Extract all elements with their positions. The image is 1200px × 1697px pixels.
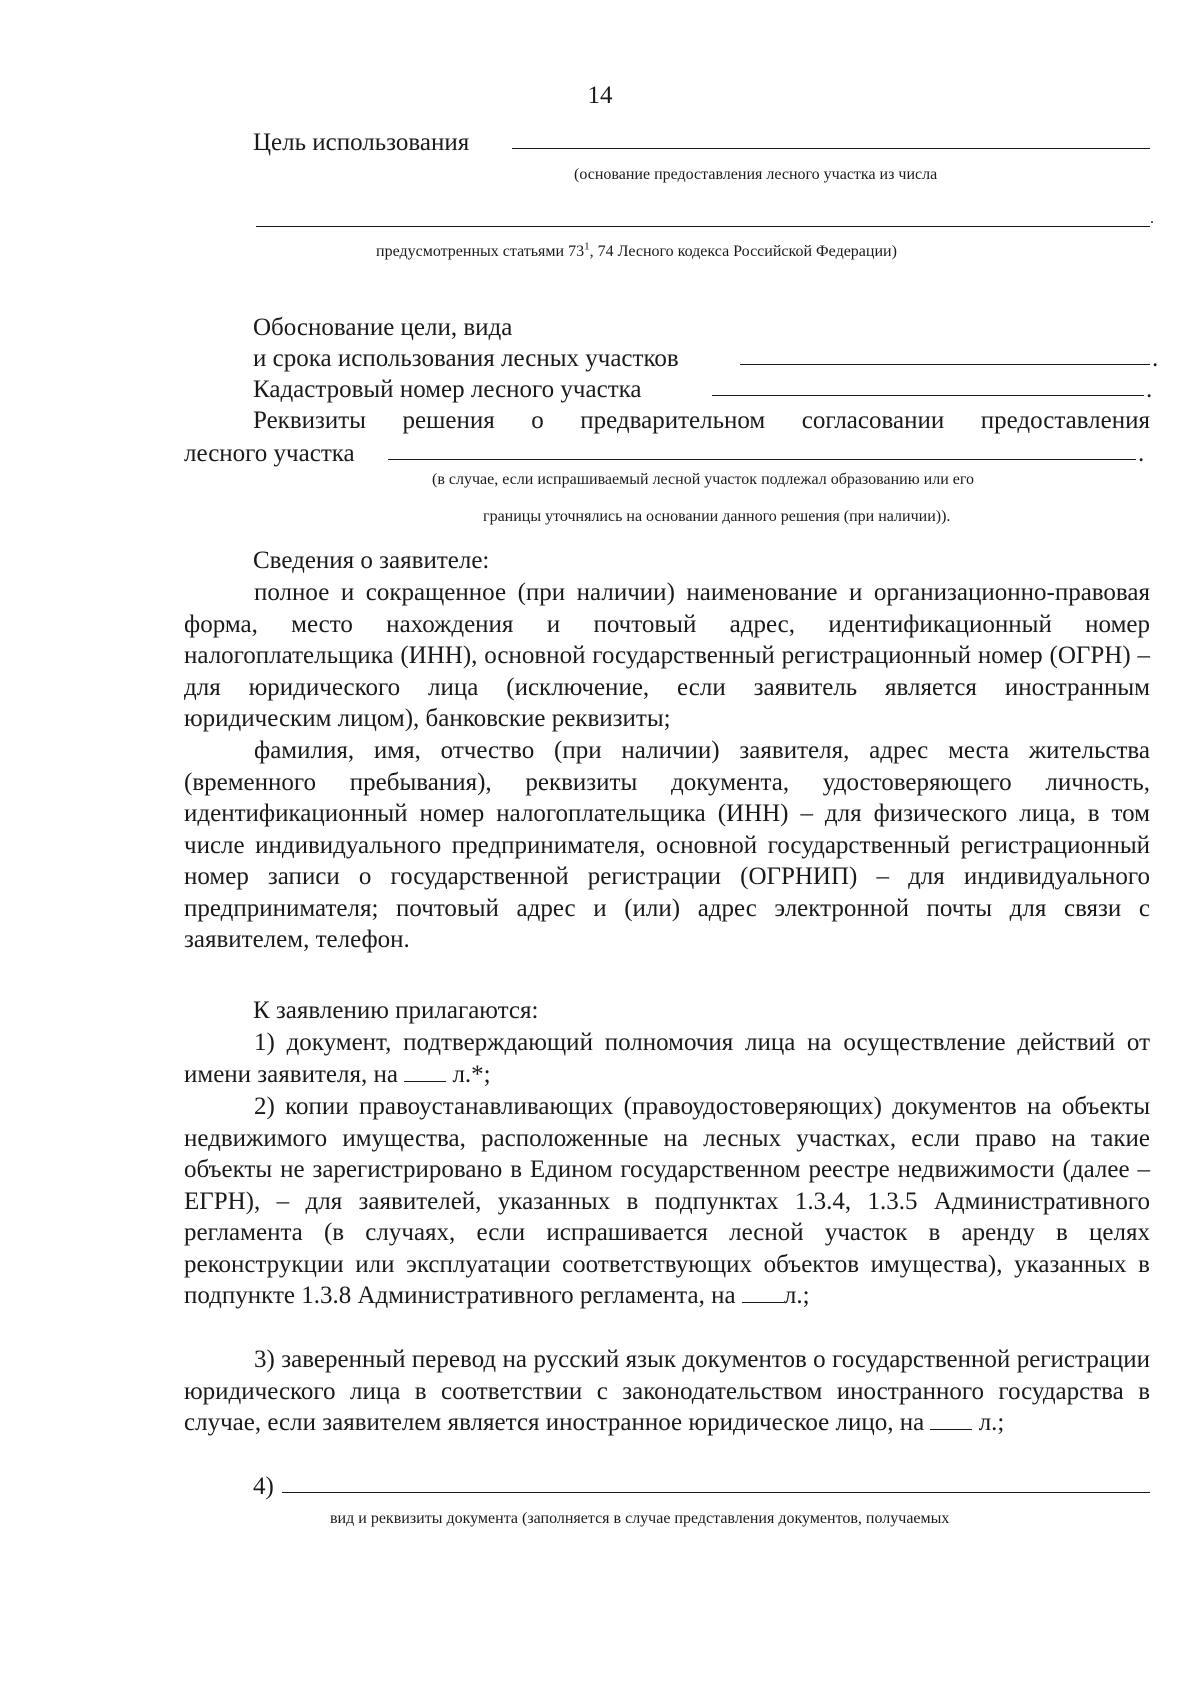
requisites-hint-1: (в случае, если испрашиваемый лесной участок подлежал образованию или его [432, 471, 975, 488]
requisites-line1: Реквизиты решения о предварительном согласовании предоставления [253, 407, 1150, 434]
period: . [1152, 345, 1159, 372]
period: . [1150, 210, 1154, 227]
attachments-heading: К заявлению прилагаются: [253, 997, 539, 1024]
requisites-line2: лесного участка [184, 440, 355, 467]
applicant-para-legal: полное и сокращенное (при наличии) наименование и организационно-правовая форма, место нахождения и почтовый адрес, идентификационный номер налогоплательщика (ИНН), основной государственный регистрационный номер (ОГРН) – для юридического лица (исключение, если заявитель является иностранным юридическим лицом), банковские реквизиты; [184, 579, 1150, 732]
justification-line2: и срока использования лесных участков [253, 345, 679, 372]
sheets-blank-2[interactable] [742, 1282, 784, 1303]
period: . [1138, 440, 1145, 467]
purpose-input-line[interactable] [512, 148, 1150, 149]
sheets-blank-3[interactable] [930, 1409, 972, 1430]
attachment-item-4-input-line[interactable] [282, 1492, 1150, 1493]
purpose-hint-1: (основание предоставления лесного участка из числа [574, 166, 938, 183]
purpose-label: Цель использования [253, 129, 470, 156]
cadastral-label: Кадастровый номер лесного участка [253, 376, 642, 403]
purpose-input-line-2[interactable] [256, 226, 1150, 227]
sheets-blank-1[interactable] [404, 1061, 446, 1082]
attachment-item-1: 1) документ, подтверждающий полномочия лица на осуществление действий от имени заявителя, на л.*; [184, 1029, 1150, 1088]
requisites-hint-2: границы уточнялись на основании данного решения (при наличии)). [483, 508, 951, 525]
applicant-para-individual: фамилия, имя, отчество (при наличии) заявителя, адрес места жительства (временного пребывания), реквизиты документа, удостоверяющего личность, идентификационный номер налогоплательщика (ИНН) – для физического лица, в том числе индивидуального предпринимателя, основной государственный регистрационный номер записи о государственной регистрации (ОГРНИП) – для индивидуального предпринимателя; почтовый адрес и (или) адрес электронной почты для связи с заявителем, телефон. [184, 737, 1150, 953]
attachment-item-2: 2) копии правоустанавливающих (правоудостоверяющих) документов на объекты недвижимого имущества, расположенные на лесных участках, если право на такие объекты не зарегистрировано в Едином государственном реестре недвижимости (далее – ЕГРН), – для заявителей, указанных в подпунктах 1.3.4, 1.3.5 Административного регламента (в случаях, если испрашивается лесной участок в аренду в целях реконструкции или эксплуатации соответствующих объектов имущества), указанных в подпункте 1.3.8 Административного регламента, на л.; [184, 1093, 1150, 1309]
purpose-hint-2: предусмотренных статьями $73^1$, 74 Лесного кодекса Российской Федерации) [376, 240, 897, 260]
attachment-item-4-hint: вид и реквизиты документа (заполняется в случае представления документов, получаемых [330, 1510, 950, 1527]
period: . [1146, 376, 1153, 403]
requisites-input-line[interactable] [388, 459, 1136, 460]
attachment-item-3: 3) заверенный перевод на русский язык документов о государственной регистрации юридического лица в соответствии с законодательством иностранного государства в случае, если заявителем является иностранное юридическое лицо, на л.; [184, 1346, 1150, 1436]
page-number: 14 [587, 82, 613, 109]
justification-input-line[interactable] [740, 364, 1150, 365]
attachment-item-4-number: 4) [253, 1473, 274, 1500]
applicant-heading: Сведения о заявителе: [253, 547, 490, 574]
justification-line1: Обоснование цели, вида [253, 314, 513, 341]
cadastral-input-line[interactable] [712, 395, 1144, 396]
